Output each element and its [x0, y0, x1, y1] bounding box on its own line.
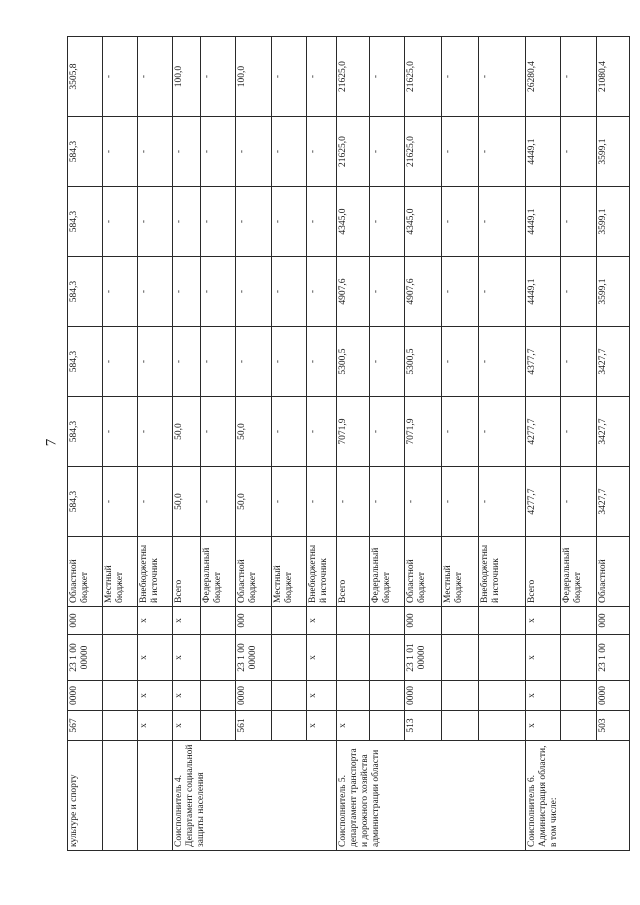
source-cell: Всего [173, 537, 201, 607]
table-row [597, 37, 630, 851]
code-cell: 0000 [236, 681, 272, 711]
value-cell: - [307, 327, 337, 397]
value-cell: - [173, 117, 201, 187]
value-cell: 3599,1 [597, 117, 630, 187]
code-cell: x [526, 607, 561, 635]
code-cell [272, 635, 307, 681]
value-cell: 4449,1 [526, 117, 561, 187]
value-cell: - [370, 467, 405, 537]
value-cell: 50,0 [173, 397, 201, 467]
code-cell [370, 711, 405, 741]
source-cell: Областной бюджет [236, 537, 272, 607]
value-cell: - [370, 187, 405, 257]
value-cell: 3599,1 [597, 257, 630, 327]
value-cell: - [479, 397, 526, 467]
value-cell: 100,0 [236, 37, 272, 117]
value-cell: 26280,4 [526, 37, 561, 117]
code-cell [103, 635, 138, 681]
code-cell [272, 607, 307, 635]
value-cell: 584,3 [68, 187, 103, 257]
code-cell: x [307, 635, 337, 681]
value-cell: - [479, 327, 526, 397]
value-cell: - [370, 327, 405, 397]
value-cell: 5300,5 [337, 327, 370, 397]
budget-table [67, 36, 630, 851]
code-cell: x [526, 711, 561, 741]
value-cell: 21625,0 [337, 37, 370, 117]
value-cell: 3427,7 [597, 327, 630, 397]
table-row [173, 37, 201, 851]
code-cell: 567 [68, 711, 103, 741]
value-cell: - [442, 467, 479, 537]
code-cell: x [173, 681, 201, 711]
code-cell: 0000 [405, 681, 442, 711]
value-cell: - [138, 397, 173, 467]
value-cell: - [307, 37, 337, 117]
source-cell: Областной бюджет [405, 537, 442, 607]
source-cell: Федеральный бюджет [201, 537, 236, 607]
source-cell: Местный бюджет [272, 537, 307, 607]
source-cell: Внебюджетный источник [307, 537, 337, 607]
code-cell: x [337, 711, 370, 741]
value-cell: 4345,0 [405, 187, 442, 257]
value-cell: - [370, 257, 405, 327]
source-cell: Всего [337, 537, 370, 607]
value-cell: 584,3 [68, 397, 103, 467]
value-cell: - [479, 37, 526, 117]
code-cell [272, 711, 307, 741]
value-cell: - [103, 467, 138, 537]
value-cell: 21625,0 [405, 37, 442, 117]
code-cell: 000 [405, 607, 442, 635]
value-cell: - [236, 187, 272, 257]
value-cell: - [138, 257, 173, 327]
value-cell: - [236, 117, 272, 187]
value-cell: 3427,7 [597, 467, 630, 537]
value-cell: 584,3 [68, 257, 103, 327]
executor-cell [103, 741, 138, 851]
value-cell: - [561, 117, 597, 187]
value-cell: - [307, 467, 337, 537]
code-cell: 0000 [68, 681, 103, 711]
code-cell [103, 711, 138, 741]
code-cell: 561 [236, 711, 272, 741]
value-cell: 3599,1 [597, 187, 630, 257]
code-cell: x [307, 681, 337, 711]
source-cell: Всего [526, 537, 561, 607]
value-cell: - [307, 397, 337, 467]
value-cell: - [272, 467, 307, 537]
code-cell [442, 607, 479, 635]
code-cell [103, 681, 138, 711]
value-cell: - [307, 117, 337, 187]
table-row [138, 37, 173, 851]
code-cell: 23 1 00 00000 [236, 635, 272, 681]
code-cell [201, 607, 236, 635]
value-cell: 3427,7 [597, 397, 630, 467]
value-cell: - [272, 397, 307, 467]
executor-cell: культуре и спорту [68, 741, 103, 851]
value-cell: - [103, 117, 138, 187]
source-cell: Федеральный бюджет [370, 537, 405, 607]
source-cell: Местный бюджет [442, 537, 479, 607]
table-row [526, 37, 561, 851]
table-row [201, 37, 236, 851]
value-cell: - [337, 467, 370, 537]
value-cell: - [561, 467, 597, 537]
value-cell: - [138, 467, 173, 537]
code-cell [337, 681, 370, 711]
value-cell: - [138, 327, 173, 397]
value-cell: - [103, 327, 138, 397]
code-cell [337, 635, 370, 681]
value-cell: 7071,9 [337, 397, 370, 467]
value-cell: 4277,7 [526, 397, 561, 467]
table-row [272, 37, 307, 851]
source-cell: Областной бюджет [68, 537, 103, 607]
code-cell: 23 1 01 00000 [405, 635, 442, 681]
code-cell [201, 635, 236, 681]
value-cell: - [103, 187, 138, 257]
value-cell: - [479, 187, 526, 257]
code-cell: x [526, 681, 561, 711]
table-row [68, 37, 103, 851]
value-cell: - [201, 257, 236, 327]
code-cell [370, 635, 405, 681]
value-cell: - [173, 257, 201, 327]
value-cell: - [173, 327, 201, 397]
value-cell: - [103, 37, 138, 117]
value-cell: 4449,1 [526, 187, 561, 257]
value-cell: - [103, 397, 138, 467]
value-cell: 584,3 [68, 117, 103, 187]
value-cell: 50,0 [173, 467, 201, 537]
value-cell: - [479, 117, 526, 187]
value-cell: - [201, 467, 236, 537]
value-cell: - [370, 37, 405, 117]
table-row [405, 37, 442, 851]
code-cell: 000 [597, 607, 630, 635]
value-cell: - [201, 187, 236, 257]
source-cell: Федеральный бюджет [561, 537, 597, 607]
source-cell: Внебюджетный источник [138, 537, 173, 607]
value-cell: - [138, 117, 173, 187]
table-row [479, 37, 526, 851]
value-cell: - [272, 187, 307, 257]
executor-cell: Соисполнитель 4. Департамент социальной защиты населения [173, 741, 337, 851]
value-cell: - [236, 327, 272, 397]
code-cell [442, 681, 479, 711]
value-cell: 21625,0 [337, 117, 370, 187]
code-cell: 000 [236, 607, 272, 635]
value-cell: 4377,7 [526, 327, 561, 397]
value-cell: - [272, 257, 307, 327]
code-cell: x [138, 681, 173, 711]
value-cell: - [561, 327, 597, 397]
value-cell: - [201, 37, 236, 117]
value-cell: - [307, 187, 337, 257]
rotated-table-wrapper [67, 37, 608, 851]
value-cell: 4907,6 [337, 257, 370, 327]
value-cell: - [138, 187, 173, 257]
value-cell: 3505,8 [68, 37, 103, 117]
value-cell: 21625,0 [405, 117, 442, 187]
executor-cell: Соисполнитель 6. Администрация области, в том числе: [526, 741, 630, 851]
executor-cell [138, 741, 173, 851]
value-cell: - [442, 397, 479, 467]
value-cell: - [272, 327, 307, 397]
code-cell: x [307, 711, 337, 741]
code-cell: x [138, 607, 173, 635]
code-cell: x [173, 607, 201, 635]
value-cell: 584,3 [68, 467, 103, 537]
code-cell [442, 711, 479, 741]
value-cell: 584,3 [68, 327, 103, 397]
value-cell: - [272, 117, 307, 187]
value-cell: - [201, 117, 236, 187]
code-cell [272, 681, 307, 711]
value-cell: 50,0 [236, 467, 272, 537]
source-cell: Внебюджетный источник [479, 537, 526, 607]
code-cell [479, 681, 526, 711]
code-cell [561, 711, 597, 741]
code-cell: 23 1 00 00000 [68, 635, 103, 681]
code-cell: x [307, 607, 337, 635]
value-cell: - [561, 257, 597, 327]
value-cell: 4907,6 [405, 257, 442, 327]
code-cell: x [138, 711, 173, 741]
code-cell: 23 1 00 [597, 635, 630, 681]
table-row [337, 37, 370, 851]
code-cell: 000 [68, 607, 103, 635]
value-cell: - [442, 257, 479, 327]
value-cell: 7071,9 [405, 397, 442, 467]
source-cell: Местный бюджет [103, 537, 138, 607]
value-cell: - [561, 397, 597, 467]
value-cell: - [201, 327, 236, 397]
code-cell [442, 635, 479, 681]
value-cell: - [173, 187, 201, 257]
code-cell [370, 607, 405, 635]
code-cell [561, 607, 597, 635]
value-cell: - [201, 397, 236, 467]
source-cell: Областной [597, 537, 630, 607]
code-cell: x [173, 635, 201, 681]
value-cell: 4277,7 [526, 467, 561, 537]
code-cell [337, 607, 370, 635]
value-cell: - [405, 467, 442, 537]
value-cell: 21080,4 [597, 37, 630, 117]
code-cell: 0000 [597, 681, 630, 711]
code-cell: 503 [597, 711, 630, 741]
value-cell: - [442, 187, 479, 257]
code-cell [201, 711, 236, 741]
value-cell: - [561, 37, 597, 117]
value-cell: - [479, 257, 526, 327]
value-cell: - [307, 257, 337, 327]
executor-cell: Соисполнитель 5. департамент транспорта и дорожного хозяйства администрации области [337, 741, 526, 851]
value-cell: - [442, 117, 479, 187]
code-cell [561, 681, 597, 711]
table-row [307, 37, 337, 851]
value-cell: - [236, 257, 272, 327]
table-row [236, 37, 272, 851]
value-cell: - [103, 257, 138, 327]
table-row [103, 37, 138, 851]
code-cell: x [173, 711, 201, 741]
value-cell: - [138, 37, 173, 117]
value-cell: 50,0 [236, 397, 272, 467]
code-cell [103, 607, 138, 635]
page-number: 7 [43, 438, 60, 447]
code-cell [479, 711, 526, 741]
value-cell: - [370, 117, 405, 187]
value-cell: - [442, 37, 479, 117]
code-cell [479, 635, 526, 681]
code-cell [479, 607, 526, 635]
value-cell: 100,0 [173, 37, 201, 117]
value-cell: - [479, 467, 526, 537]
value-cell: - [561, 187, 597, 257]
code-cell [201, 681, 236, 711]
code-cell: x [526, 635, 561, 681]
table-row [561, 37, 597, 851]
code-cell: x [138, 635, 173, 681]
code-cell [370, 681, 405, 711]
table-row [370, 37, 405, 851]
value-cell: 5300,5 [405, 327, 442, 397]
table-row [442, 37, 479, 851]
value-cell: - [442, 327, 479, 397]
value-cell: - [370, 397, 405, 467]
value-cell: 4345,0 [337, 187, 370, 257]
code-cell: 513 [405, 711, 442, 741]
value-cell: 4449,1 [526, 257, 561, 327]
code-cell [561, 635, 597, 681]
value-cell: - [272, 37, 307, 117]
